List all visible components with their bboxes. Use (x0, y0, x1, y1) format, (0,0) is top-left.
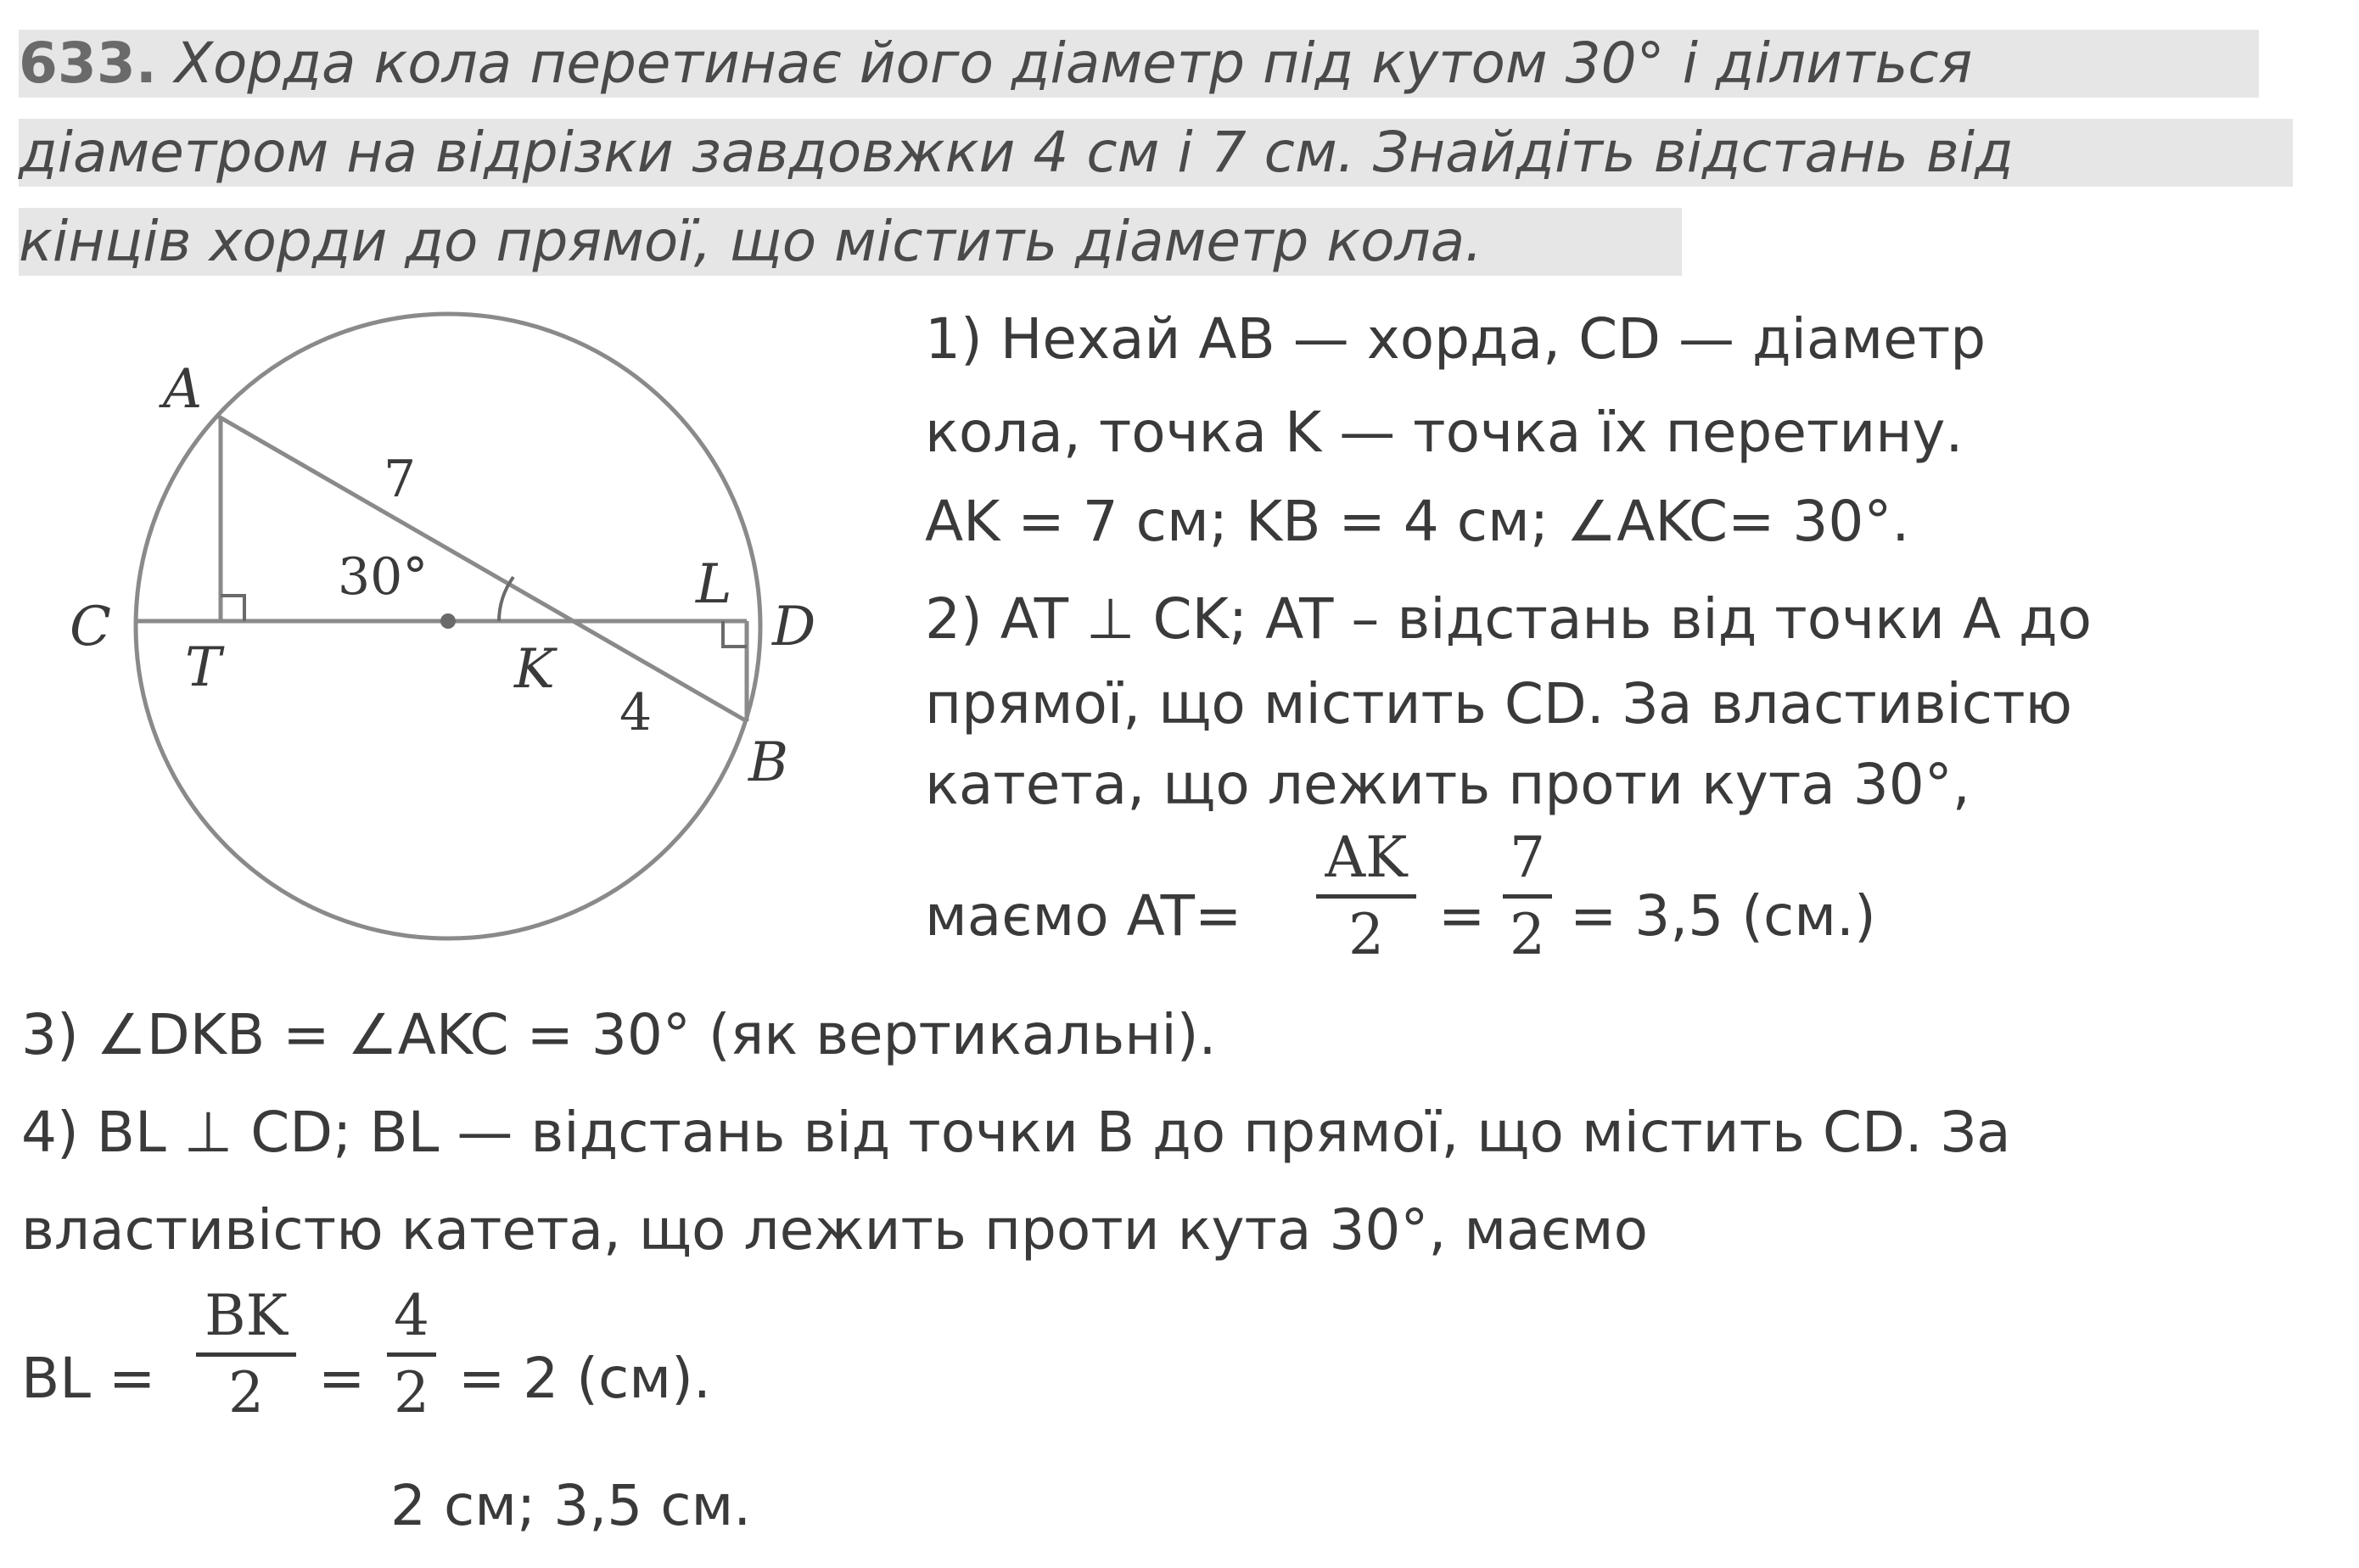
step-4-line-1: 4) BL ⊥ CD; BL — відстань від точки B до прямої, що містить CD. За (21, 1100, 2011, 1165)
fraction-bar (1503, 894, 1552, 899)
fraction-numerator: 7 (1510, 825, 1545, 890)
answer: 2 см; 3,5 см. (390, 1473, 752, 1538)
step-2-formula-suffix: = 3,5 (см.) (1570, 883, 1876, 949)
label-d: D (772, 596, 816, 658)
label-seg-ak: 7 (384, 450, 417, 509)
equals-sign-2: = (318, 1346, 366, 1411)
fraction-bk-over-2 (191, 1281, 301, 1428)
fraction-denominator: 2 (1510, 902, 1545, 967)
label-b: B (748, 731, 789, 794)
step-1-line-3: AK = 7 см; KB = 4 см; ∠AKC= 30°. (925, 489, 1910, 554)
fraction-bar (1316, 894, 1416, 899)
center-point (440, 613, 456, 629)
label-l: L (696, 553, 732, 616)
label-a: A (163, 358, 203, 421)
label-t: T (185, 636, 221, 699)
fraction-numerator: 4 (394, 1283, 429, 1348)
label-angle: 30° (338, 547, 429, 607)
fraction-7-over-2 (1498, 823, 1557, 970)
right-angle-l (723, 621, 747, 647)
chord-ab (217, 416, 747, 721)
problem-text-1: Хорда кола перетинає його діаметр під кутом 30° і ділиться (174, 31, 1973, 96)
fraction-bar (196, 1352, 296, 1357)
geometry-diagram (51, 288, 866, 967)
problem-line-2: діаметром на відрізки завдовжки 4 см і 7 см. Знайдіть відстань від (19, 119, 2293, 187)
step-2-line-2: прямої, що містить CD. За властивістю (925, 671, 2073, 736)
fraction-ak-over-2 (1311, 823, 1421, 970)
equals-sign: = (1438, 883, 1486, 949)
label-seg-kb: 4 (619, 683, 653, 742)
label-k: K (514, 638, 555, 701)
fraction-bar (387, 1352, 436, 1357)
step-1-line-2: кола, точка K — точка їх перетину. (925, 400, 1964, 465)
label-c: C (70, 596, 111, 658)
step-3: 3) ∠DKB = ∠AKC = 30° (як вертикальні). (21, 1002, 1217, 1067)
step-2-formula-prefix: маємо AT= (925, 883, 1242, 949)
fraction-numerator: AK (1325, 825, 1408, 890)
bl-formula-suffix: = 2 (см). (458, 1346, 711, 1411)
step-4-line-2: властивістю катета, що лежить проти кута 30°, маємо (21, 1197, 1648, 1263)
bl-formula-prefix: BL = (21, 1346, 156, 1411)
fraction-4-over-2 (382, 1281, 441, 1428)
problem-number: 633. (19, 31, 157, 96)
step-2-line-3: катета, що лежить проти кута 30°, (925, 752, 1970, 817)
step-1-line-1: 1) Нехай AB — хорда, CD — діаметр (925, 306, 1986, 372)
problem-line-3: кінців хорди до прямої, що містить діаметр кола. (19, 208, 1682, 276)
fraction-numerator: BK (205, 1283, 288, 1348)
fraction-denominator: 2 (394, 1360, 429, 1425)
fraction-denominator: 2 (228, 1360, 264, 1425)
step-2-line-1: 2) AT ⊥ CK; AT – відстань від точки A до (925, 586, 2093, 652)
problem-line-1 (19, 30, 2259, 98)
right-angle-t (221, 596, 244, 621)
fraction-denominator: 2 (1348, 902, 1384, 967)
